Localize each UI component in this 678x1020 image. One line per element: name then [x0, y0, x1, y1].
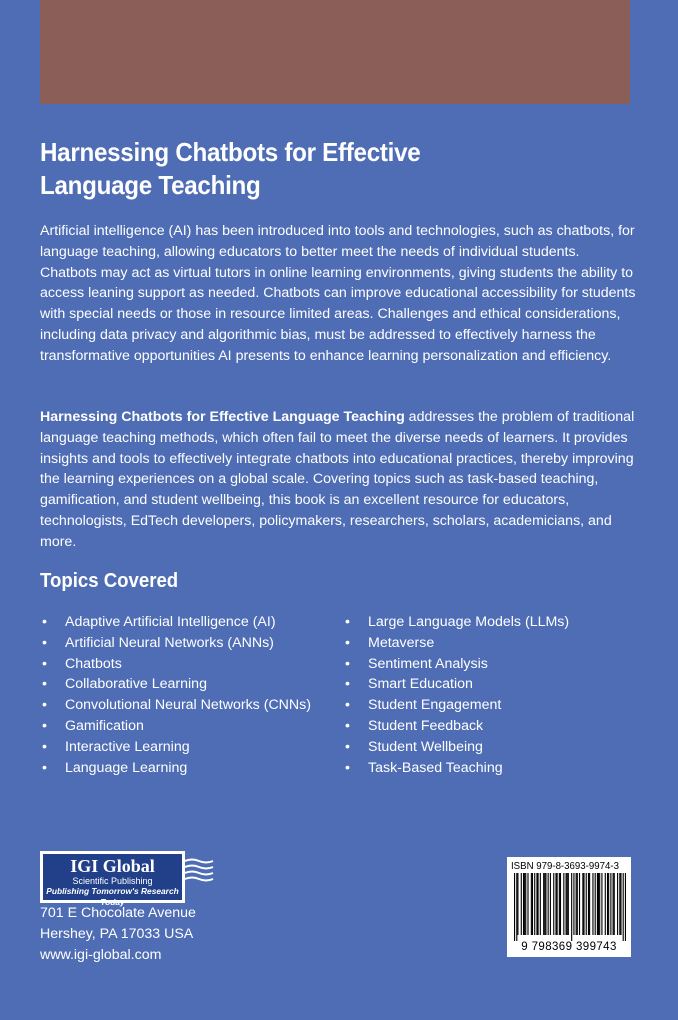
- topic-item: [40, 695, 311, 716]
- topic-item: [343, 612, 569, 633]
- topic-item: [40, 654, 311, 675]
- bullet-icon: •: [345, 634, 350, 651]
- publisher-logo-name: IGI Global: [70, 856, 155, 876]
- topic-label: Artificial Neural Networks (ANNs): [65, 634, 274, 651]
- topic-item: [343, 737, 569, 758]
- bullet-icon: •: [345, 759, 350, 776]
- address-city: Hershey, PA 17033 USA: [40, 925, 194, 942]
- book-title-line1: Harnessing Chatbots for Effective: [40, 137, 421, 167]
- isbn-label: ISBN 979-8-3693-9974-3: [511, 860, 619, 872]
- topic-item: [343, 654, 569, 675]
- topic-label: Task-Based Teaching: [368, 759, 503, 776]
- publisher-address: [40, 903, 196, 965]
- topic-item: [40, 758, 311, 779]
- topic-label: Smart Education: [368, 676, 473, 693]
- isbn-barcode: [507, 857, 631, 957]
- topic-item: [343, 674, 569, 695]
- topic-item: [343, 633, 569, 654]
- topic-label: Interactive Learning: [65, 738, 190, 755]
- topic-item: [40, 633, 311, 654]
- bullet-icon: •: [42, 676, 47, 693]
- description-paragraph-2-text: addresses the problem of traditional language teaching methods, which often fail to meet the diverse needs of learners. It provides insights and tools to effectively integrate chatbots into educational practices, thereby improving the learning experiences on a global scale. Covering topics such as task-based teaching, gamification, and student wellbeing, this book is an excellent resource for educators, technologists, EdTech developers, policymakers, researchers, scholars, academicians, and more.: [40, 409, 635, 550]
- topic-item: [343, 716, 569, 737]
- bullet-icon: •: [42, 717, 47, 734]
- barcode-number: 9 798369 399743: [521, 941, 617, 953]
- topic-label: Convolutional Neural Networks (CNNs): [65, 697, 311, 714]
- topic-item: [40, 612, 311, 633]
- topic-label: Large Language Models (LLMs): [368, 614, 570, 630]
- bullet-icon: •: [42, 759, 47, 776]
- publisher-logo-subtitle: Scientific Publishing: [72, 876, 153, 886]
- topic-label: Gamification: [65, 717, 144, 734]
- bullet-icon: •: [345, 717, 350, 734]
- publisher-logo-panel: [42, 853, 183, 907]
- book-title: [40, 136, 561, 202]
- address-street: 701 E Chocolate Avenue: [40, 905, 196, 921]
- topic-label: Student Wellbeing: [368, 738, 483, 755]
- bullet-icon: •: [42, 738, 47, 755]
- topic-label: Collaborative Learning: [65, 676, 207, 693]
- barcode-icon: [514, 873, 626, 941]
- topic-label: Adaptive Artificial Intelligence (AI): [65, 614, 276, 630]
- bullet-icon: •: [345, 655, 350, 672]
- book-title-inline: Harnessing Chatbots for Effective Language Teaching: [40, 409, 405, 425]
- bullet-icon: •: [345, 614, 350, 630]
- description-paragraph-2: [40, 407, 640, 553]
- topic-label: Student Feedback: [368, 717, 484, 734]
- description-paragraph-1: Artificial intelligence (AI) has been introduced into tools and technologies, such as chatbots, for language teaching, allowing educators to better meet the needs of individual students. Chatbots may act as virtual tutors in online learning environments, giving students the ability to access leaning support as needed. Chatbots can improve educational accessibility for students with special needs or those in resource limited areas. Challenges and ethical considerations, including data privacy and algorithmic bias, must be addressed to effectively harness the transformative opportunities AI presents to enhance learning personalization and efficiency.: [40, 223, 636, 364]
- topics-list-column-1: [40, 612, 311, 778]
- bullet-icon: •: [345, 676, 350, 693]
- topic-label: Language Learning: [65, 759, 188, 776]
- topic-item: [40, 737, 311, 758]
- topic-label: Metaverse: [368, 634, 435, 651]
- bullet-icon: •: [42, 614, 47, 630]
- topic-label: Chatbots: [65, 655, 122, 672]
- publisher-logo-waves-icon: [185, 858, 215, 882]
- topic-label: Student Engagement: [368, 697, 502, 714]
- book-title-line2: Language Teaching: [40, 170, 261, 200]
- publisher-logo-tagline: Publishing Tomorrow's Research Today: [46, 886, 179, 907]
- topic-item: [343, 758, 569, 779]
- cover-top-band: [40, 0, 630, 104]
- bullet-icon: •: [345, 697, 350, 714]
- topics-list-column-2: [343, 612, 569, 778]
- topic-item: [40, 674, 311, 695]
- bullet-icon: •: [42, 655, 47, 672]
- bullet-icon: •: [42, 697, 47, 714]
- bullet-icon: •: [345, 738, 350, 755]
- topic-label: Sentiment Analysis: [368, 655, 488, 672]
- topic-item: [40, 716, 311, 737]
- bullet-icon: •: [42, 634, 47, 651]
- topic-item: [343, 695, 569, 716]
- topics-heading: Topics Covered: [40, 570, 179, 592]
- publisher-logo: [40, 851, 185, 907]
- publisher-website-link[interactable]: www.igi-global.com: [40, 946, 162, 963]
